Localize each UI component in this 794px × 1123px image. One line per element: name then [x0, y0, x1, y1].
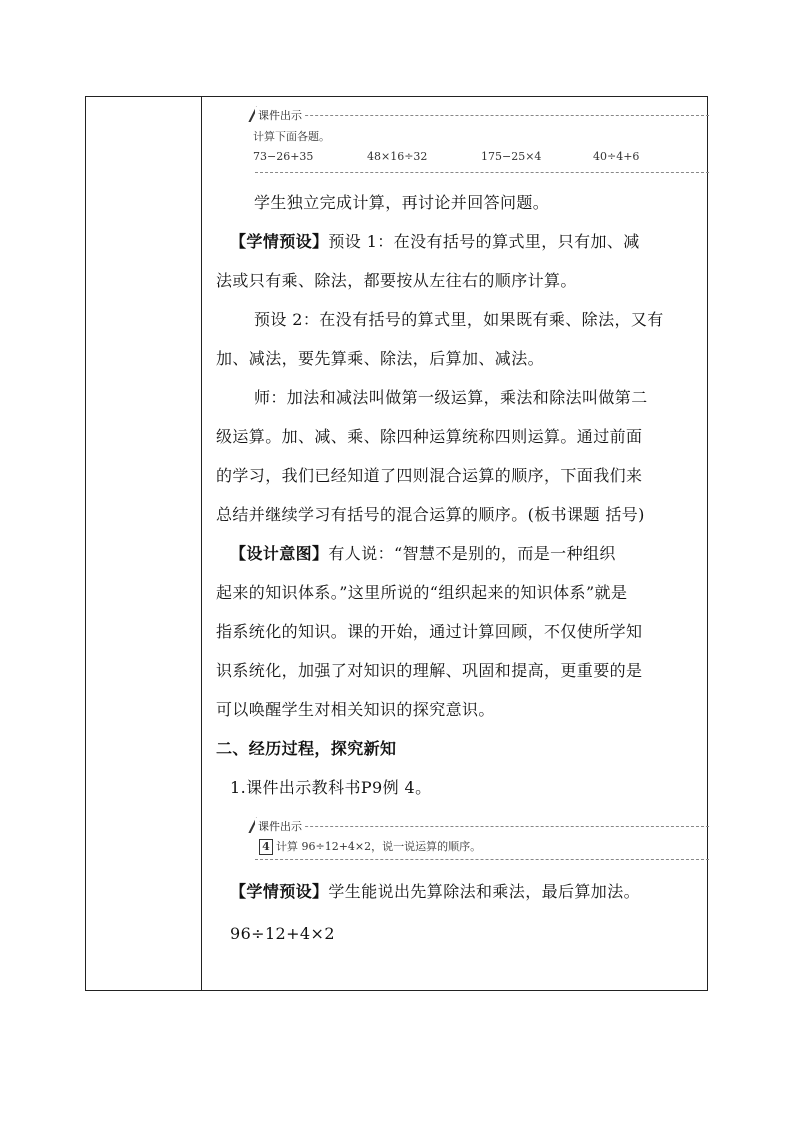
expression: 96÷12+4×2 [230, 924, 335, 943]
paragraph-line: 的学习，我们已经知道了四则混合运算的顺序，下面我们来 [216, 466, 643, 485]
example-text [259, 838, 481, 855]
lesson-table [85, 96, 708, 991]
courseware-box-2 [255, 820, 709, 860]
courseware-tag: 课件出示 [255, 107, 305, 123]
box1-instruction: 计算下面各题。 [253, 130, 330, 143]
paragraph: 学生独立完成计算，再讨论并回答问题。 [254, 193, 550, 212]
paragraph: 1.课件出示教科书P9例 4。 [230, 778, 432, 797]
text: 有人说：“智慧不是别的，而是一种组织 [328, 544, 616, 563]
paragraph [230, 230, 794, 254]
courseware-tag: 课件出示 [255, 818, 305, 834]
example-instruction: 计算 96÷12+4×2，说一说运算的顺序。 [276, 840, 482, 853]
paragraph [230, 542, 794, 566]
box1-expr-2: 48×16÷32 [367, 150, 428, 163]
paragraph-line: 起来的知识体系。”这里所说的“组织起来的知识体系”就是 [216, 583, 628, 602]
box1-expr-3: 175−25×4 [481, 150, 542, 163]
paragraph-line: 总结并继续学习有括号的混合运算的顺序。(板书课题 括号) [216, 505, 645, 524]
label-xueqing-2: 【学情预设】 [230, 882, 329, 901]
text: 预设 1：在没有括号的算式里，只有加、减 [328, 232, 640, 251]
left-column [86, 97, 202, 990]
label-xueqing: 【学情预设】 [230, 232, 329, 251]
section-heading: 二、经历过程，探究新知 [216, 739, 397, 758]
paragraph-line: 可以唤醒学生对相关知识的探究意识。 [216, 700, 495, 719]
right-column [203, 97, 707, 990]
paragraph-line: 加、减法，要先算乘、除法，后算加、减法。 [216, 349, 545, 368]
paragraph: 师：加法和减法叫做第一级运算，乘法和除法叫做第二 [254, 388, 648, 407]
text: 学生能说出先算除法和乘法，最后算加法。 [328, 882, 641, 901]
paragraph-line: 法或只有乘、除法，都要按从左往右的顺序计算。 [216, 271, 577, 290]
paragraph-line: 指系统化的知识。课的开始，通过计算回顾，不仅使所学知 [216, 622, 643, 641]
paragraph-line: 识系统化，加强了对知识的理解、巩固和提高，更重要的是 [216, 661, 643, 680]
courseware-box-1 [253, 109, 709, 173]
label-sheji: 【设计意图】 [230, 544, 329, 563]
paragraph: 预设 2：在没有括号的算式里，如果既有乘、除法，又有 [254, 310, 664, 329]
example-number: 4 [259, 839, 273, 855]
paragraph [230, 880, 794, 904]
box1-expr-4: 40÷4+6 [593, 150, 640, 163]
paragraph-line: 级运算。加、减、乘、除四种运算统称四则运算。通过前面 [216, 427, 643, 446]
box1-expr-1: 73−26+35 [253, 150, 314, 163]
